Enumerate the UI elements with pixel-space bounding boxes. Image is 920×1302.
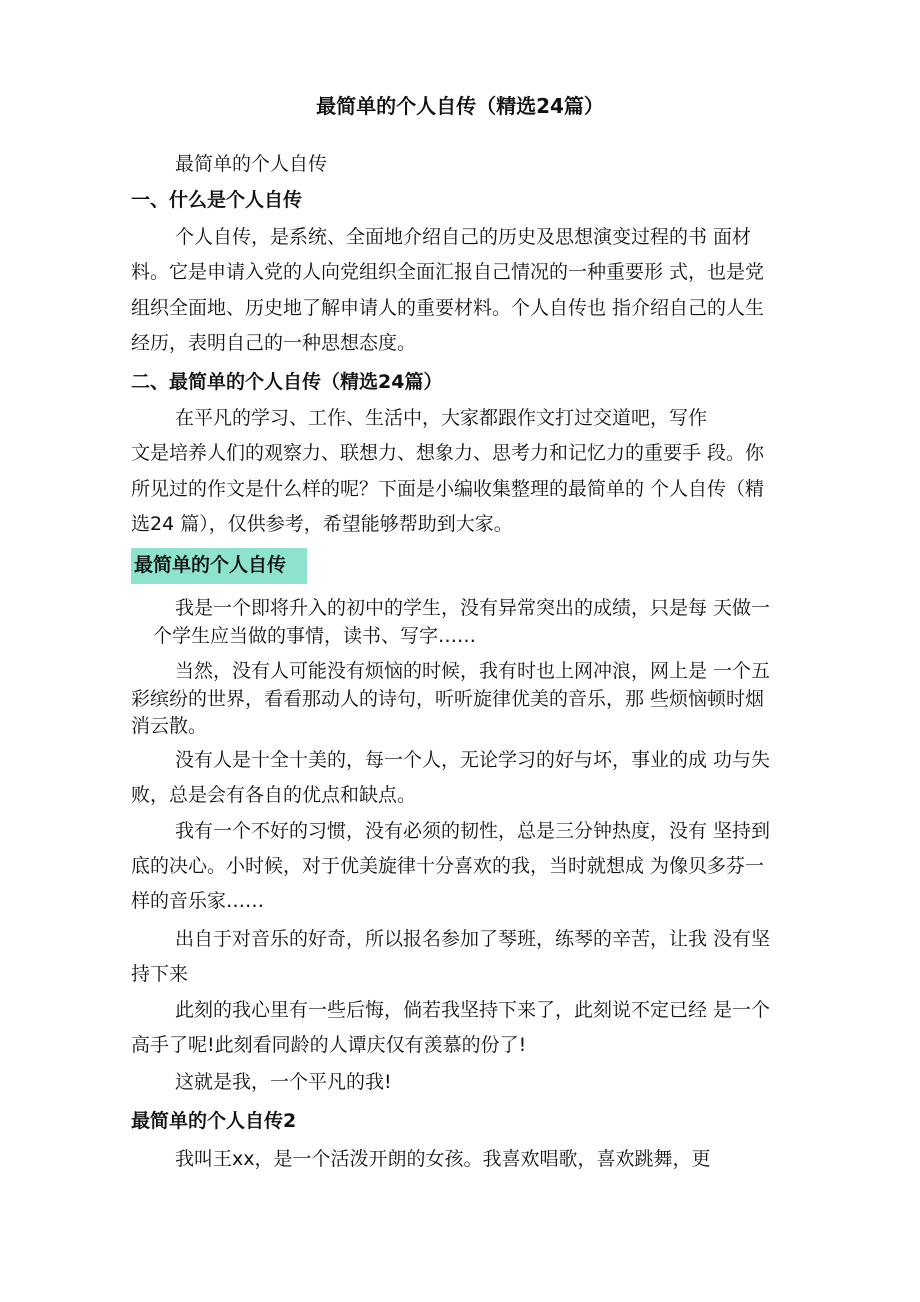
paragraph-line: 出自于对音乐的好奇，所以报名参加了琴班，练琴的辛苦，让我 没有坚: [175, 928, 771, 950]
paragraph-line: 我叫王xx，是一个活泼开朗的女孩。我喜欢唱歌，喜欢跳舞，更: [175, 1148, 711, 1170]
paragraph-line: 文是培养人们的观察力、联想力、想象力、思考力和记忆力的重要手 段。你: [131, 442, 765, 464]
heading-what-is-autobiography: 一、什么是个人自传: [131, 189, 303, 211]
paragraph-line: 底的决心。小时候，对于优美旋律十分喜欢的我，当时就想成 为像贝多芬一: [131, 855, 765, 877]
paragraph-line: 消云散。: [131, 715, 208, 737]
document-title: 最简单的个人自传（精选24篇）: [316, 94, 604, 118]
paragraph-line: 选24 篇），仅供参考，希望能够帮助到大家。: [131, 513, 513, 535]
section-title: 最简单的个人自传: [134, 554, 287, 576]
paragraph-line: 我是一个即将升入的初中的学生，没有异常突出的成绩，只是每 天做一: [175, 597, 771, 619]
paragraph-line: 此刻的我心里有一些后悔，倘若我坚持下来了，此刻说不定已经 是一个: [175, 999, 771, 1021]
paragraph-line: 败，总是会有各自的优点和缺点。: [131, 784, 417, 806]
heading-selected-24: 二、最简单的个人自传（精选24篇）: [131, 371, 443, 393]
paragraph-line: 没有人是十全十美的，每一个人，无论学习的好与坏，事业的成 功与失: [175, 749, 771, 771]
paragraph-line: 个学生应当做的事情，读书、写字……: [153, 625, 477, 647]
paragraph-line: 这就是我，一个平凡的我!: [175, 1071, 392, 1093]
paragraph-line: 所见过的作文是什么样的呢？下面是小编收集整理的最简单的 个人自传（精: [131, 478, 765, 500]
section-title-2: 最简单的个人自传2: [131, 1110, 297, 1132]
paragraph-line: 高手了呢!此刻看同龄的人谭庆仅有羡慕的份了!: [131, 1034, 527, 1056]
paragraph-line: 在平凡的学习、工作、生活中，大家都跟作文打过交道吧，写作: [175, 407, 708, 429]
paragraph-line: 个人自传，是系统、全面地介绍自己的历史及思想演变过程的书 面材: [175, 226, 752, 248]
paragraph-line: 组织全面地、历史地了解申请人的重要材料。个人自传也 指介绍自己的人生: [131, 297, 765, 319]
paragraph-line: 料。它是申请入党的人向党组织全面汇报自己情况的一种重要形 式，也是党: [131, 261, 765, 283]
paragraph-line: 持下来: [131, 963, 189, 985]
paragraph-line: 当然，没有人可能没有烦恼的时候，我有时也上网冲浪，网上是 一个五: [175, 660, 771, 682]
paragraph-line: 样的音乐家……: [131, 890, 265, 912]
paragraph-line: 我有一个不好的习惯，没有必须的韧性，总是三分钟热度，没有 坚持到: [175, 820, 771, 842]
subtitle: 最简单的个人自传: [175, 153, 328, 175]
paragraph-line: 彩缤纷的世界，看看那动人的诗句，听听旋律优美的音乐，那 些烦恼顿时烟: [131, 688, 765, 710]
paragraph-line: 经历，表明自己的一种思想态度。: [131, 332, 417, 354]
